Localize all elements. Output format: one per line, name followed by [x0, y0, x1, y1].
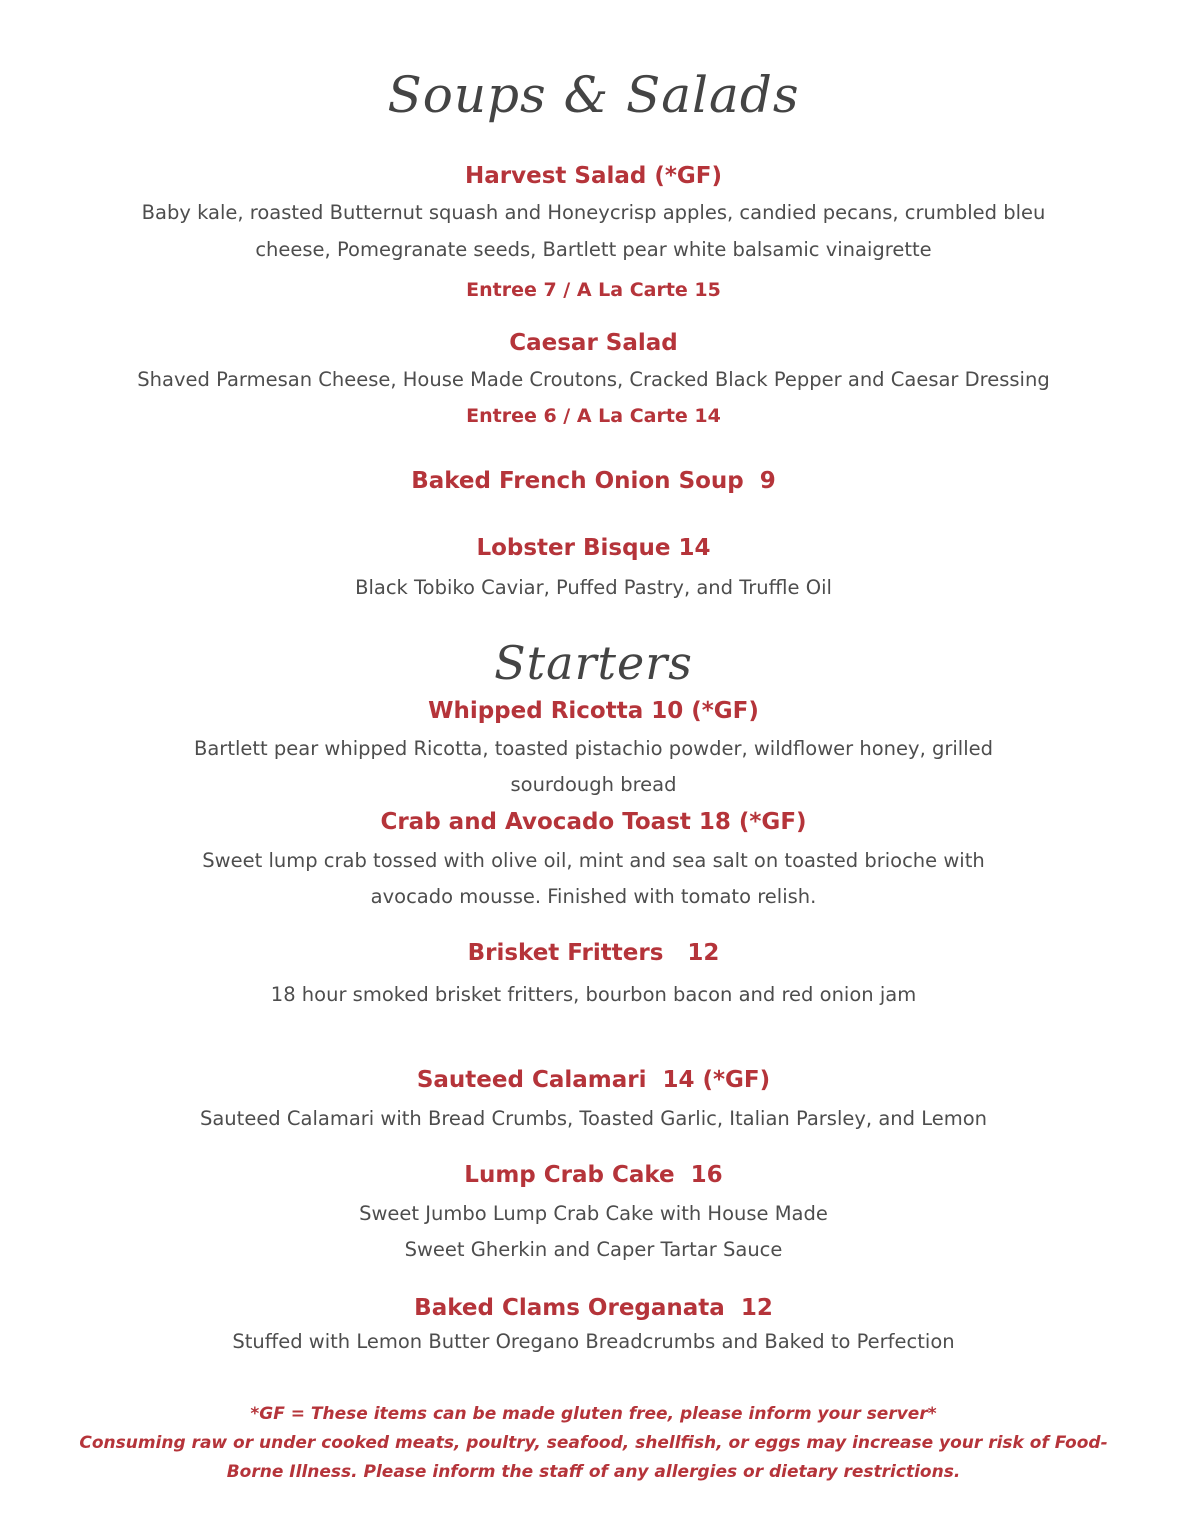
french-onion-soup-title: Baked French Onion Soup 9 [411, 468, 776, 494]
harvest-salad-desc-line1: Baby kale, roasted Butternut squash and Honeycrisp apples, candied pecans, crumbled bleu [141, 201, 1046, 224]
baked-clams-desc: Stuffed with Lemon Butter Oregano Breadcrumbs and Baked to Perfection [232, 1330, 955, 1353]
lump-crab-cake-desc-line2: Sweet Gherkin and Caper Tartar Sauce [404, 1238, 783, 1261]
lump-crab-cake-title: Lump Crab Cake 16 [464, 1162, 723, 1188]
caesar-salad-desc: Shaved Parmesan Cheese, House Made Croutons, Cracked Black Pepper and Caesar Dressing [137, 368, 1050, 391]
sauteed-calamari-desc: Sauteed Calamari with Bread Crumbs, Toasted Garlic, Italian Parsley, and Lemon [199, 1107, 988, 1130]
caesar-salad-title: Caesar Salad [509, 330, 678, 356]
crab-avocado-toast-title: Crab and Avocado Toast 18 (*GF) [380, 809, 807, 835]
caesar-salad-price: Entree 6 / A La Carte 14 [466, 405, 721, 427]
whipped-ricotta-desc-line1: Bartlett pear whipped Ricotta, toasted pistachio powder, wildflower honey, grilled [193, 737, 993, 760]
allergy-warning-line1: Consuming raw or under cooked meats, poultry, seafood, shellfish, or eggs may increase your risk of Food- [79, 1433, 1108, 1453]
allergy-warning-line2: Borne Illness. Please inform the staff of any allergies or dietary restrictions. [226, 1462, 961, 1482]
lump-crab-cake-desc-line1: Sweet Jumbo Lump Crab Cake with House Made [359, 1202, 828, 1225]
crab-avocado-toast-desc-line1: Sweet lump crab tossed with olive oil, mint and sea salt on toasted brioche with [202, 849, 985, 872]
baked-clams-title: Baked Clams Oreganata 12 [414, 1295, 773, 1321]
gluten-free-note: *GF = These items can be made gluten free, please inform your server* [250, 1404, 937, 1424]
section-title-starters: Starters [494, 636, 693, 690]
harvest-salad-desc-line2: cheese, Pomegranate seeds, Bartlett pear white balsamic vinaigrette [255, 238, 932, 261]
sauteed-calamari-title: Sauteed Calamari 14 (*GF) [416, 1067, 771, 1093]
whipped-ricotta-title: Whipped Ricotta 10 (*GF) [428, 698, 759, 724]
brisket-fritters-desc: 18 hour smoked brisket fritters, bourbon bacon and red onion jam [270, 983, 917, 1006]
lobster-bisque-desc: Black Tobiko Caviar, Puffed Pastry, and Truffle Oil [355, 576, 832, 599]
brisket-fritters-title: Brisket Fritters 12 [467, 940, 720, 966]
crab-avocado-toast-desc-line2: avocado mousse. Finished with tomato relish. [370, 885, 817, 908]
harvest-salad-title: Harvest Salad (*GF) [465, 163, 722, 189]
harvest-salad-price: Entree 7 / A La Carte 15 [466, 279, 721, 301]
section-title-soups-salads: Soups & Salads [387, 66, 800, 124]
lobster-bisque-title: Lobster Bisque 14 [476, 535, 711, 561]
whipped-ricotta-desc-line2: sourdough bread [510, 773, 677, 796]
